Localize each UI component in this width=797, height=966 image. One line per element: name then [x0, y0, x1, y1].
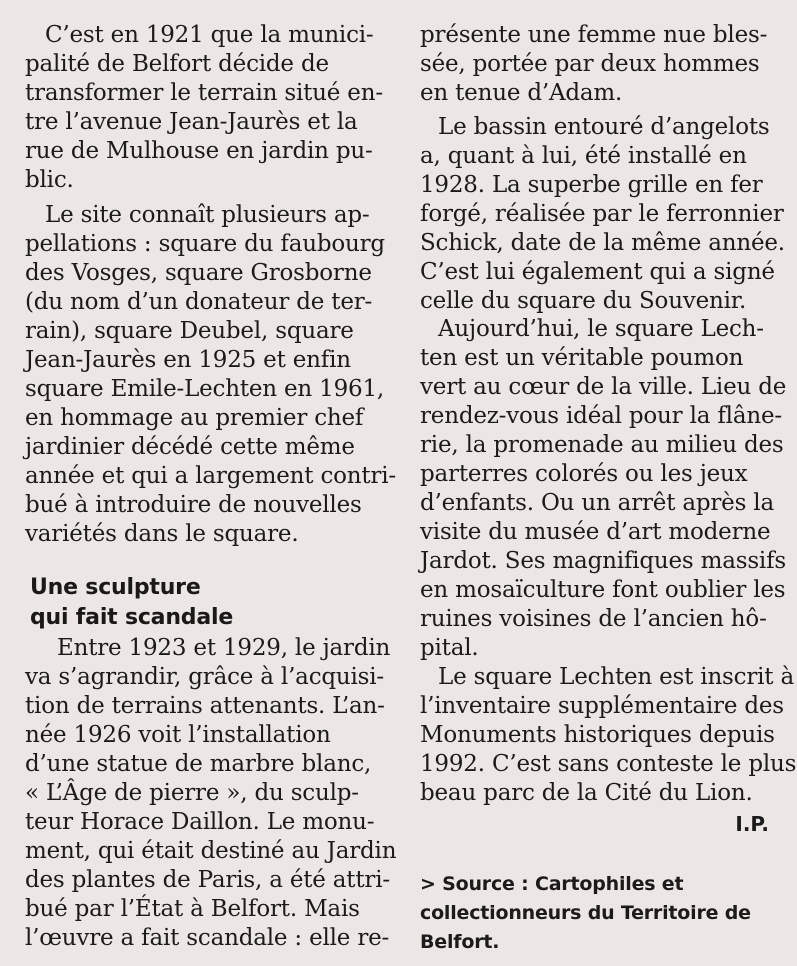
paragraph-5-line: en mosaïculture font oublier les [420, 577, 786, 603]
paragraph-5-line: pital. [420, 635, 479, 661]
author-signature: I.P. [735, 812, 769, 836]
paragraph-2-line: bué à introduire de nouvelles [25, 492, 362, 518]
paragraph-3-cont-line: en tenue d’Adam. [420, 80, 623, 106]
paragraph-5-line: parterres colorés ou les jeux [420, 461, 748, 487]
paragraph-4-line: Schick, date de la même année. [420, 230, 785, 256]
paragraph-4-line: 1928. La superbe grille en fer [420, 172, 763, 198]
paragraph-2-line: des Vosges, square Grosborne [25, 260, 372, 286]
paragraph-5-line: visite du musée d’art moderne [420, 519, 771, 545]
paragraph-5-line: ruines voisines de l’ancien hô- [420, 606, 767, 632]
paragraph-3-line: née 1926 voit l’installation [25, 722, 331, 748]
paragraph-5-line: Aujourd’hui, le square Lech- [438, 316, 764, 342]
paragraph-2-line: Le site connaît plusieurs ap- [45, 202, 370, 228]
source-note-line: Belfort. [420, 931, 500, 953]
paragraph-2-line: année et qui a largement contri- [25, 463, 396, 489]
paragraph-6-line: l’inventaire supplémentaire des [420, 693, 784, 719]
subheading: Une sculpture [30, 575, 201, 600]
paragraph-2-line: en hommage au premier chef [25, 405, 364, 431]
paragraph-4-line: C’est lui également qui a signé [420, 259, 775, 285]
paragraph-3-cont-line: sée, portée par deux hommes [420, 51, 760, 77]
paragraph-2-line: pellations : square du faubourg [25, 231, 385, 257]
paragraph-5-line: ten est un véritable poumon [420, 345, 744, 371]
source-note-line: > Source : Cartophiles et [420, 873, 684, 895]
paragraph-3-line: bué par l’État à Belfort. Mais [25, 896, 360, 922]
paragraph-1-line: C’est en 1921 que la munici- [45, 22, 374, 48]
paragraph-6-line: 1992. C’est sans conteste le plus [420, 751, 797, 777]
paragraph-3-line: Entre 1923 et 1929, le jardin [57, 635, 391, 661]
paragraph-6-line: Le square Lechten est inscrit à [438, 664, 794, 690]
paragraph-3-line: « L’Âge de pierre », du sculp- [25, 780, 359, 806]
paragraph-5-line: d’enfants. Ou un arrêt après la [420, 490, 774, 516]
paragraph-3-line: des plantes de Paris, a été attri- [25, 867, 390, 893]
paragraph-3-line: tion de terrains attenants. L’an- [25, 693, 385, 719]
paragraph-4-line: Le bassin entouré d’angelots [438, 114, 770, 140]
paragraph-4-line: a, quant à lui, été installé en [420, 143, 747, 169]
source-note-line: collectionneurs du Territoire de [420, 902, 751, 924]
paragraph-1-line: tre l’avenue Jean-Jaurès et la [25, 109, 358, 135]
paragraph-2-line: variétés dans le square. [25, 521, 299, 547]
paragraph-1-line: rue de Mulhouse en jardin pu- [25, 138, 373, 164]
paragraph-2-line: jardinier décédé cette même [25, 434, 355, 460]
paragraph-3-line: ment, qui était destiné au Jardin [25, 838, 397, 864]
paragraph-5-line: Jardot. Ses magnifiques massifs [420, 548, 786, 574]
paragraph-3-line: teur Horace Daillon. Le monu- [25, 809, 375, 835]
paragraph-1-line: palité de Belfort décide de [25, 51, 329, 77]
paragraph-5-line: rendez-vous idéal pour la flâne- [420, 403, 782, 429]
paragraph-3-line: d’une statue de marbre blanc, [25, 751, 372, 777]
paragraph-6-line: beau parc de la Cité du Lion. [420, 780, 753, 806]
paragraph-2-line: square Emile-Lechten en 1961, [25, 376, 384, 402]
subheading: qui fait scandale [30, 605, 234, 630]
paragraph-6-line: Monuments historiques depuis [420, 722, 775, 748]
paragraph-3-line: l’œuvre a fait scandale : elle re- [25, 925, 390, 951]
paragraph-5-line: rie, la promenade au milieu des [420, 432, 784, 458]
paragraph-4-line: celle du square du Souvenir. [420, 288, 747, 314]
paragraph-2-line: (du nom d’un donateur de ter- [25, 289, 373, 315]
paragraph-2-line: rain), square Deubel, square [25, 318, 354, 344]
paragraph-1-line: transformer le terrain situé en- [25, 80, 383, 106]
paragraph-3-line: va s’agrandir, grâce à l’acquisi- [25, 664, 384, 690]
paragraph-4-line: forgé, réalisée par le ferronnier [420, 201, 784, 227]
paragraph-2-line: Jean-Jaurès en 1925 et enfin [25, 347, 351, 373]
paragraph-5-line: vert au cœur de la ville. Lieu de [420, 374, 787, 400]
paragraph-3-cont-line: présente une femme nue bles- [420, 22, 768, 48]
paragraph-1-line: blic. [25, 167, 74, 193]
